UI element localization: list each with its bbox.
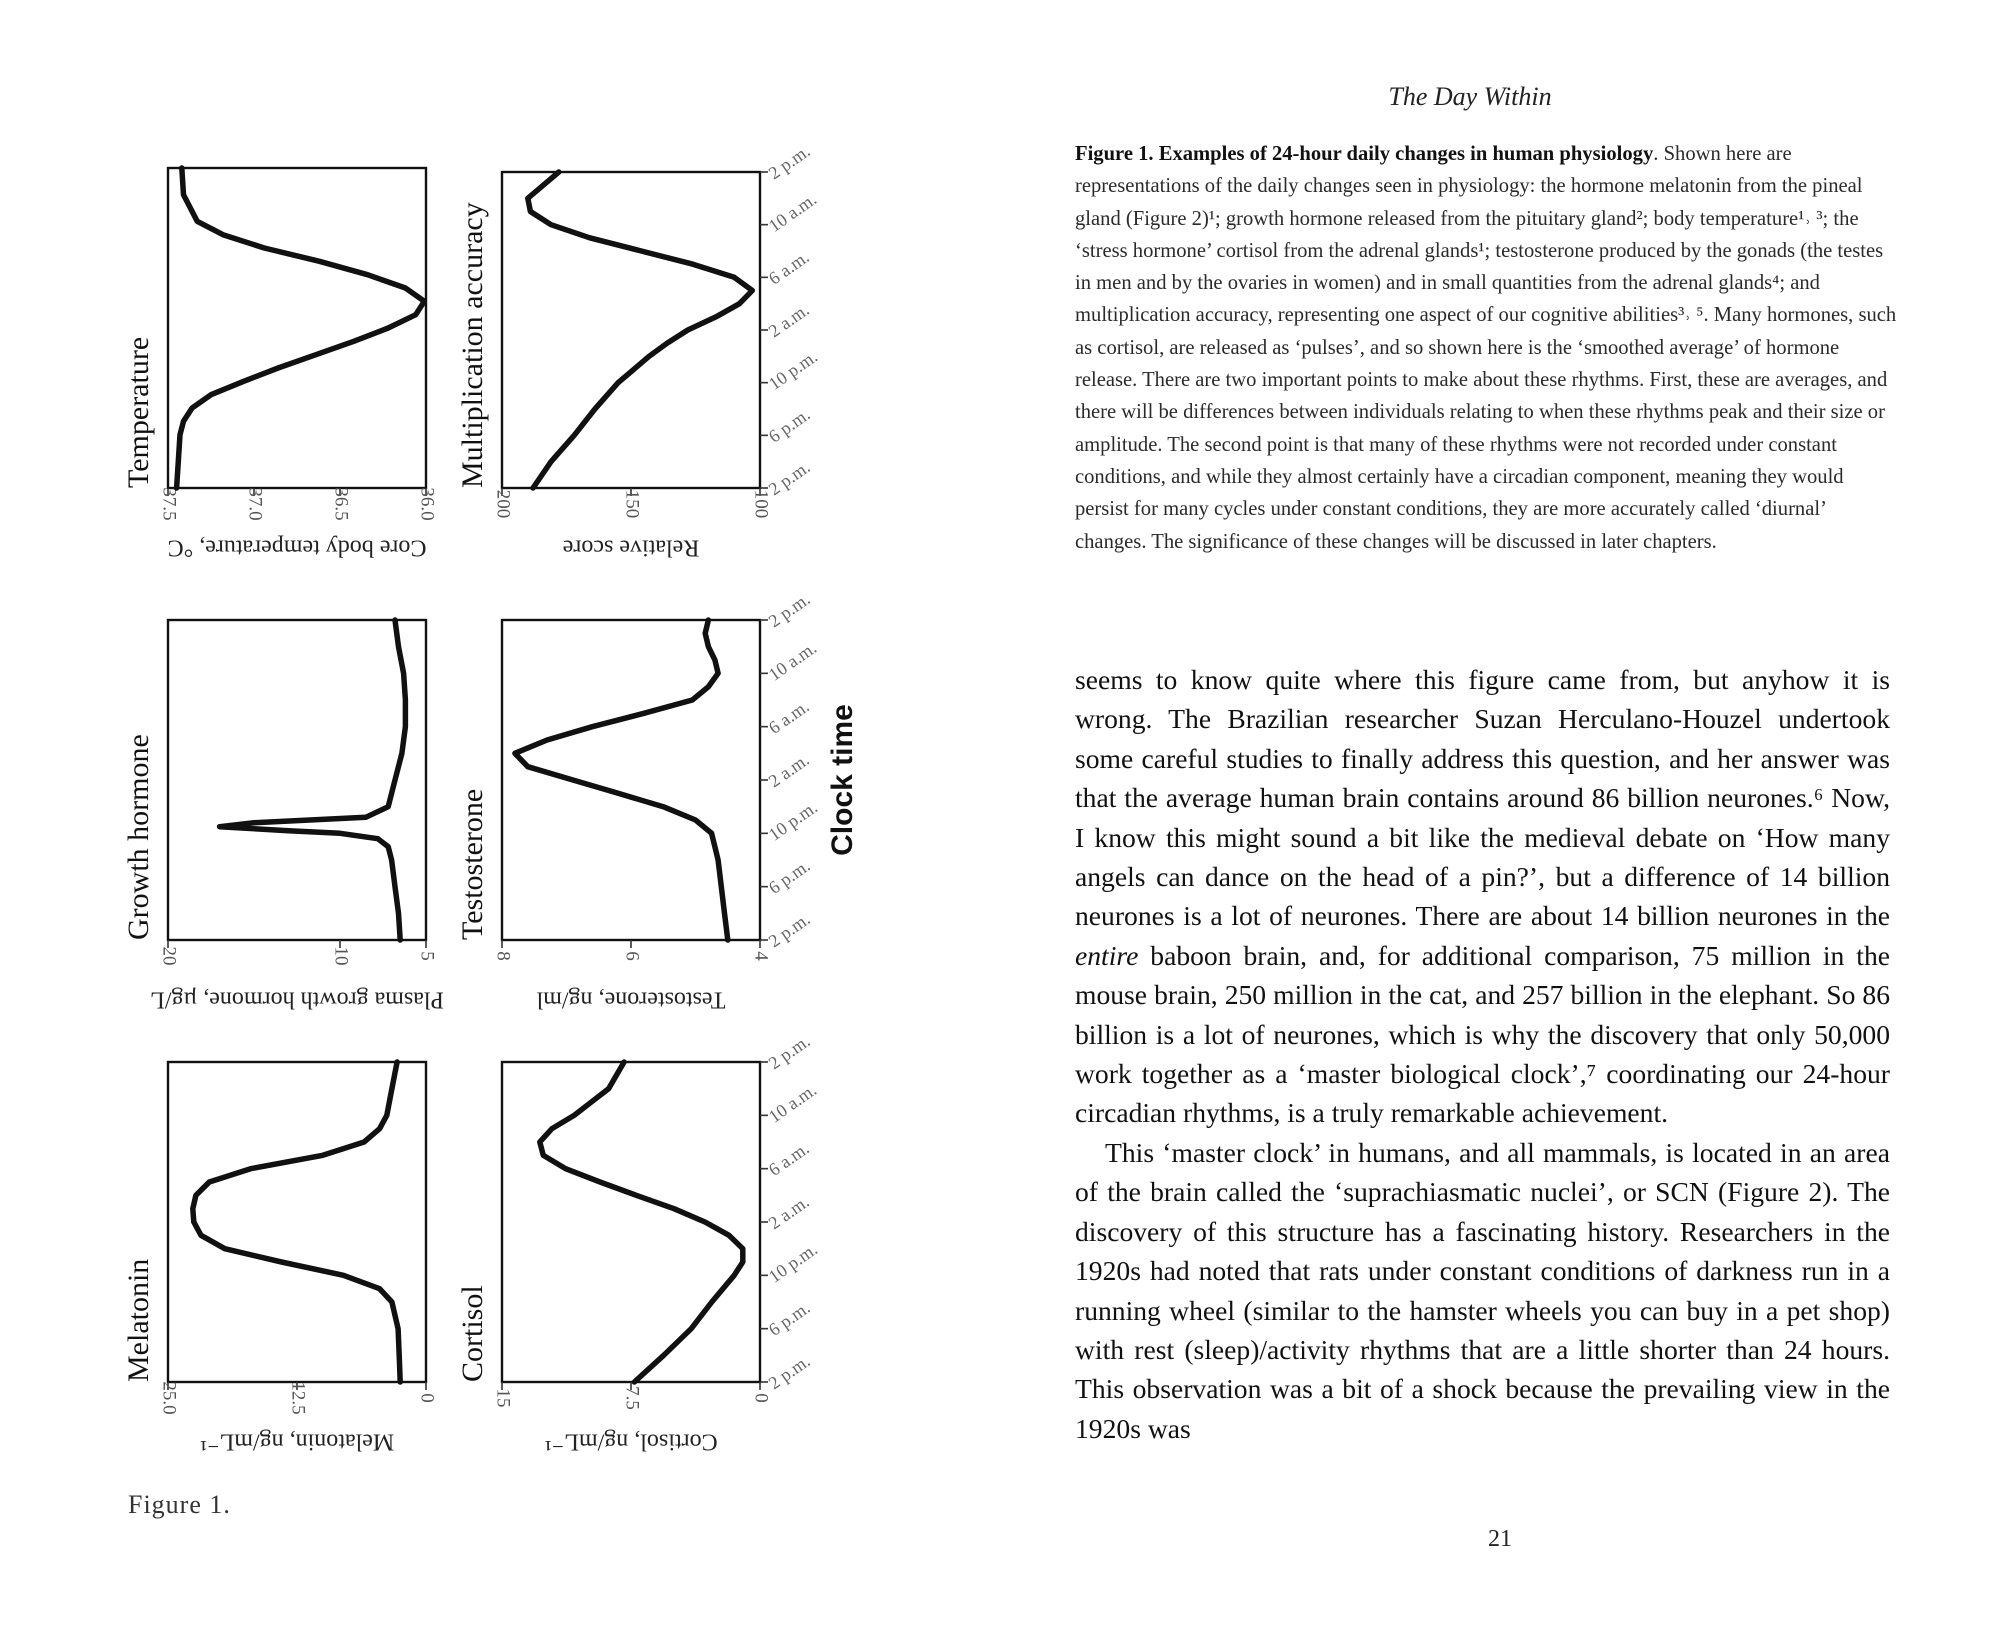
value-tick-label: 37.5: [158, 487, 180, 521]
panel-5: [456, 1031, 821, 1455]
time-tick-label: 10 a.m.: [764, 637, 821, 685]
series-line: [220, 620, 406, 940]
time-tick-label: 6 a.m.: [764, 696, 813, 738]
panel-1: [456, 141, 821, 561]
paragraph-1-text: seems to know quite where this figure came from, but anyhow it is wrong. The Brazilian researcher Suzan Herculano-Houzel undertook some careful studies to finally address this question, and her answer was that the average human brain contains around 86 billion neurones.⁶ Now, I know this might sound a bit like the medieval debate on ‘How many angels can dance on the head of a pin?’, but a difference of 14 billion neurones is a lot of neurones. There are about 14 billion neurones in the: [1075, 664, 1890, 932]
paragraph-1-tail: baboon brain, and, for additional comparison, 75 million in the mouse brain, 250 million in the cat, and 257 billion in the elephant. So 86 billion is a lot of neurones, which is why the discovery that only 50,000 work together as a ‘master biological clock’,⁷ coordinating our 24-hour circadian rhythms, is a truly remarkable achievement.: [1075, 939, 1890, 1129]
panel-title: Growth hormone: [122, 734, 155, 940]
time-tick-label: 2 a.m.: [764, 299, 813, 342]
value-tick-label: 7.5: [621, 1386, 643, 1410]
panel-title: Cortisol: [456, 1285, 489, 1382]
paragraph-1: [1075, 660, 1890, 1133]
time-tick-label: 2 p.m.: [764, 140, 814, 184]
value-tick-label: 20: [158, 946, 180, 966]
time-tick-label: 6 p.m.: [764, 404, 814, 447]
panel-axis-label: Testosterone, ng/ml: [536, 986, 726, 1013]
panel-axis-label: Core body temperature, °C: [167, 534, 427, 561]
value-tick-label: 15: [492, 1388, 514, 1408]
page-number: 21: [1488, 1526, 1512, 1552]
value-tick-label: 37.0: [244, 487, 266, 521]
panel-title: Multiplication accuracy: [456, 202, 489, 488]
time-tick-label: 6 a.m.: [764, 246, 813, 289]
value-tick-label: 36.5: [330, 487, 352, 521]
body-text: [1075, 660, 1890, 1448]
panel-axis-label: Relative score: [562, 534, 700, 561]
time-tick-label: 6 p.m.: [764, 855, 814, 898]
time-tick-label: 10 p.m.: [764, 346, 821, 394]
value-tick-label: 25.0: [158, 1381, 180, 1415]
running-head: The Day Within: [1388, 82, 1552, 111]
value-tick-label: 6: [621, 951, 643, 961]
panel-title: Testosterone: [456, 788, 489, 940]
panel-axis-label: Cortisol, ng/mL⁻¹: [544, 1428, 718, 1455]
panel-frame: [168, 620, 426, 940]
panel-axis-label: Melatonin, ng/mL⁻¹: [199, 1428, 395, 1455]
time-tick-label: 2 a.m.: [764, 1191, 813, 1234]
time-tick-label: 6 p.m.: [764, 1297, 814, 1340]
panel-axis-label: Plasma growth hormone, µg/L: [150, 986, 444, 1013]
series-line: [515, 620, 728, 940]
time-tick-label: 2 p.m.: [764, 456, 814, 500]
panel-4: [122, 1062, 438, 1455]
value-tick-label: 10: [330, 946, 352, 966]
value-tick-label: 0: [750, 1393, 772, 1403]
time-tick-label: 10 p.m.: [764, 796, 821, 845]
panel-title: Melatonin: [122, 1258, 155, 1382]
figure-caption: [1075, 138, 1900, 558]
figure-caption-text: . Shown here are representations of the daily changes seen in physiology: the hormone melatonin from the pineal gland (Figure 2)¹; growth hormone released from the pituitary gland²; body temperature¹˒ ³; the ‘stress hormone’ cortisol from the adrenal glands¹; testosterone produced by the gonads (the testes in men and by the ovaries in women) and in small quantities from the adrenal glands⁴; and multiplication accuracy, representing one aspect of our cognitive abilities³˒ ⁵. Many hormones, such as cortisol, are released as ‘pulses’, and so shown here is the ‘smoothed average’ of hormone release. There are two important points to make about these rhythms. First, these are averages, and there will be differences between individuals relating to when these rhythms peak and their size or amplitude. The second point is that many of these rhythms were not recorded under constant conditions, and while they almost certainly have a circadian component, meaning they would persist for many cycles under constant conditions, they are more accurately called ‘diurnal’ changes. The significance of these changes will be discussed in later chapters.: [1075, 143, 1897, 553]
paragraph-2: This ‘master clock’ in humans, and all mammals, is located in an area of the brain called the ‘suprachiasmatic nuclei’, or SCN (Figure 2). The discovery of this structure has a fascinating history. Researchers in the 1920s had noted that rats under constant conditions of darkness run in a running wheel (similar to the hamster wheels you can buy in a pet shop) with rest (sleep)/activity rhythms that are a little shorter than 24 hours. This observation was a bit of a shock because the prevailing view in the 1920s was: [1075, 1136, 1890, 1444]
value-tick-label: 0: [416, 1393, 438, 1403]
value-tick-label: 4: [750, 951, 772, 961]
series-line: [193, 1062, 400, 1382]
series-line: [528, 172, 753, 488]
paragraph-1-emphasis: entire: [1075, 939, 1139, 971]
clock-time-label: Clock time: [826, 704, 859, 856]
time-tick-label: 10 a.m.: [764, 1079, 821, 1127]
panel-title: Temperature: [122, 336, 155, 488]
time-tick-label: 6 a.m.: [764, 1138, 813, 1180]
time-tick-label: 10 p.m.: [764, 1238, 821, 1287]
time-tick-label: 10 a.m.: [764, 188, 821, 236]
value-tick-label: 150: [621, 489, 643, 519]
time-tick-label: 2 p.m.: [764, 588, 814, 632]
series-line: [177, 168, 425, 488]
value-tick-label: 12.5: [287, 1381, 309, 1415]
panel-frame: [502, 1062, 760, 1382]
value-tick-label: 36.0: [416, 487, 438, 521]
value-tick-label: 8: [492, 951, 514, 961]
time-tick-label: 2 p.m.: [764, 908, 814, 952]
value-tick-label: 5: [416, 951, 438, 961]
value-tick-label: 100: [750, 489, 772, 519]
time-tick-label: 2 p.m.: [764, 1030, 814, 1074]
panel-3: [456, 589, 821, 1013]
series-line: [540, 1062, 743, 1382]
time-tick-label: 2 a.m.: [764, 749, 813, 792]
value-tick-label: 200: [492, 489, 514, 519]
time-tick-label: 2 p.m.: [764, 1350, 814, 1394]
panel-0: [122, 168, 438, 561]
figure-label: Figure 1.: [128, 1490, 231, 1519]
figure-caption-title: Figure 1. Examples of 24-hour daily changes in human physiology: [1075, 143, 1654, 165]
panel-2: [122, 620, 444, 1013]
